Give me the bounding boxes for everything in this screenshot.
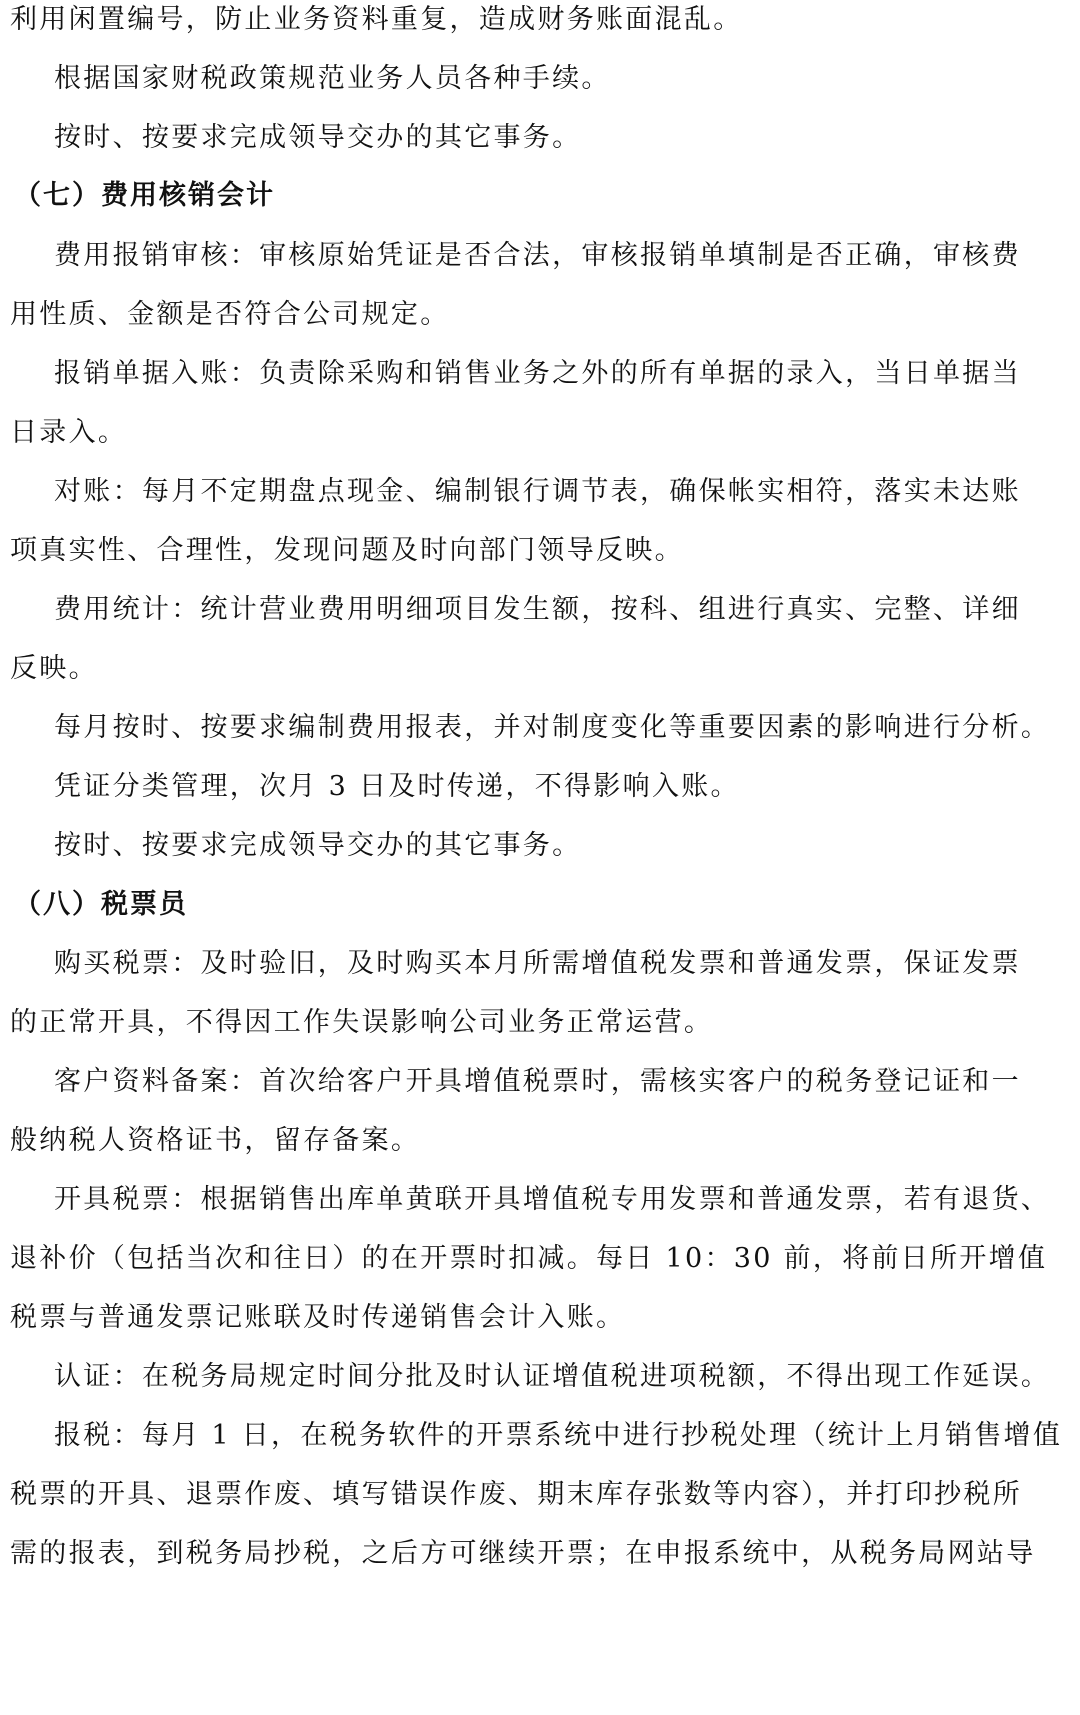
- paragraph-line: 购买税票：及时验旧，及时购买本月所需增值税发票和普通发票，保证发票: [54, 948, 1021, 979]
- paragraph-line: 费用统计：统计营业费用明细项目发生额，按科、组进行真实、完整、详细: [54, 594, 1021, 625]
- paragraph-line: 按时、按要求完成领导交办的其它事务。: [54, 830, 582, 861]
- paragraph-line: 开具税票：根据销售出库单黄联开具增值税专用发票和普通发票，若有退货、: [54, 1184, 1051, 1215]
- paragraph-line: 退补价（包括当次和往日）的在开票时扣减。每日 10：30 前，将前日所开增值: [10, 1243, 1048, 1274]
- paragraph-line: 客户资料备案：首次给客户开具增值税票时，需核实客户的税务登记证和一: [54, 1066, 1021, 1097]
- paragraph-line: 认证：在税务局规定时间分批及时认证增值税进项税额，不得出现工作延误。: [54, 1361, 1051, 1392]
- paragraph-line: 按时、按要求完成领导交办的其它事务。: [54, 122, 582, 153]
- paragraph-line: 费用报销审核：审核原始凭证是否合法，审核报销单填制是否正确，审核费: [54, 240, 1021, 271]
- paragraph-line: 报销单据入账：负责除采购和销售业务之外的所有单据的录入，当日单据当: [54, 358, 1021, 389]
- paragraph-line: 根据国家财税政策规范业务人员各种手续。: [54, 63, 611, 94]
- paragraph-line: 项真实性、合理性，发现问题及时向部门领导反映。: [10, 535, 684, 566]
- paragraph-line: 般纳税人资格证书，留存备案。: [10, 1125, 421, 1156]
- section-heading: （八）税票员: [14, 889, 188, 920]
- paragraph-line: 报税：每月 1 日，在税务软件的开票系统中进行抄税处理（统计上月销售增值: [54, 1420, 1063, 1451]
- paragraph-line: 凭证分类管理，次月 3 日及时传递，不得影响入账。: [54, 771, 740, 802]
- paragraph-line: 反映。: [10, 653, 98, 684]
- paragraph-line: 税票与普通发票记账联及时传递销售会计入账。: [10, 1302, 626, 1333]
- paragraph-line: 日录入。: [10, 417, 128, 448]
- paragraph-line: 的正常开具，不得因工作失误影响公司业务正常运营。: [10, 1007, 714, 1038]
- section-heading: （七）费用核销会计: [14, 180, 275, 211]
- paragraph-line: 利用闲置编号，防止业务资料重复，造成财务账面混乱。: [10, 4, 743, 35]
- paragraph-line: 税票的开具、退票作废、填写错误作废、期末库存张数等内容），并打印抄税所: [10, 1479, 1022, 1510]
- paragraph-line: 用性质、金额是否符合公司规定。: [10, 299, 450, 330]
- paragraph-line: 需的报表，到税务局抄税，之后方可继续开票；在申报系统中，从税务局网站导: [10, 1538, 1036, 1569]
- paragraph-line: 对账：每月不定期盘点现金、编制银行调节表，确保帐实相符，落实未达账: [54, 476, 1021, 507]
- paragraph-line: 每月按时、按要求编制费用报表，并对制度变化等重要因素的影响进行分析。: [54, 712, 1051, 743]
